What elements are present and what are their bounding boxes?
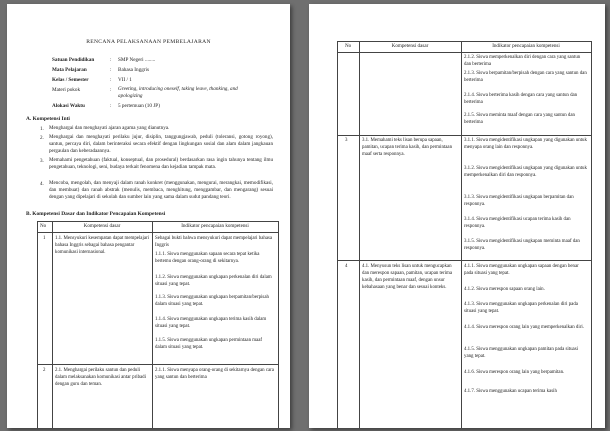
identity-value: VII / 1 [118,77,132,83]
identity-value: 5 pertemuan (10 JP) [118,103,160,109]
row-indicator: 3.1.3. Siswa mengidentifikasi ungkapan berpamitan dan responnya. [464,195,574,208]
row-indicator: 2.1.3. Siswa berpamitan/berpisah dengan cara yang santun dan berterima [464,71,587,84]
row-indicator: 1.1.2. Siswa menggunakan ungkapan perkenalan diri dalam situasi yang tepat. [155,275,272,288]
table-header-kd: Kompetensi dasar [83,223,121,229]
row-indicator: 1.1.5. Siswa menggunakan ungkapan permintaan maaf dalam situasi yang tepat. [155,338,263,351]
table-header-kd: Kompetensi dasar [391,43,429,49]
list-item: Mencoba, mengolah, dan menyaji dalam ranah konkret (menggunakan, mengurai, merangkai, memodifikasi, dan membuat) dan ranah abstrak (menulis, membaca, menghitung, menggambar, dan mengarang) sesuai dengan yang dipelajari di sekolah dan sumber lain yang sama dalam sudut pandang teori. [49,180,273,201]
row-indicator: 4.1.6. Siswa merespon orang lain yang berpamitan. [464,370,565,375]
row-indicator: 1.1.4. Siswa menggunakan ungkapan terima kasih dalam situasi yang tepat. [155,317,267,330]
row-indicator: 2.1.4. Siswa berterima kasih dengan cara yang santun dan berterima [464,93,578,106]
row-indicator: Sebagai bukti bahwa mensyukuri dapat mempelajari bahasa Inggris [155,236,273,249]
row-indicator: 4.1.5. Siswa menggunakan ungkapan pamitan pada situasi yang tepat. [464,347,578,360]
row-indicator: 4.1.1. Siswa menggunakan ungkapan sapaan dengan benar pada situasi yang tepat. [464,264,579,277]
identity-label: Alokasi Waktu [52,103,85,109]
row-indicator: 4.1.4. Siswa merespon orang lain yang memperkenalkan diri. [464,325,584,330]
list-item: Memahami pengetahuan (faktual, konseptual, dan prosedural) berdasarkan rasa ingin tahunya tentang ilmu pengetahuan, teknologi, seni, budaya terkait fenomena dan kejadian tampak mata. [49,157,273,171]
row-indicator: 4.1.3. Siswa menggunakan ungkapan perkenalan diri pada situasi yang tepat. [464,302,578,315]
identity-label: Materi pokok [52,87,81,93]
row-competency: 4.1. Menyusun teks lisan untuk mengucapkan dan merespon sapaan, pamitan, ucapan terima kasih, dan permintaan maaf, dengan unsur kebahasaan yang benar dan sesuai konteks. [362,264,453,291]
row-indicator: 1.1.3. Siswa menggunakan ungkapan berpamitan/berpisah dalam situasi yang tepat. [155,295,269,308]
row-competency: 1.1. Mensyukuri kesempatan dapat mempelajari bahasa Inggris sebagai bahasa pengantar komunikasi internasional. [55,236,149,256]
row-number: 1 [43,236,46,241]
identity-label: Kelas / Semester [52,77,89,83]
row-competency: 3.1. Memahami teks lisan berupa sapaan, pamitan, ucapan terima kasih, dan permintaan maaf serta responnya. [362,138,453,158]
row-indicator: 3.1.2. Siswa mengidentifikasi ungkapan yang digunakan untuk memperkenalkan diri dan responnya. [464,166,587,179]
identity-label: Satuan Pendidikan [52,57,95,63]
table-header-indicator: Indikator pencapaian kompetensi [181,223,249,229]
row-indicator: 4.1.2. Siswa merespon sapaan orang lain. [464,287,545,292]
table-header-no: No [345,43,352,49]
row-indicator: 3.1.5. Siswa mengidentifikasi ungkapan meminta maaf dan responnya. [464,239,580,252]
row-number: 4 [345,264,348,269]
row-competency: 2.1. Menghargai perilaku santun dan peduli dalam melaksanakan komunikasi antar pribadi dengan guru dan teman. [55,368,146,388]
row-indicator: 2.1.5. Siswa meminta maaf dengan cara yang santun dan berterima [464,113,575,126]
document-title: RENCANA PELAKSANAAN PEMBELAJARAN [86,39,211,45]
identity-label: Mata Pelajaran [52,67,87,73]
row-indicator: 4.1.7. Siswa menggunakan ucapan terima kasih [464,389,557,394]
identity-value: Greeting, introducing oneself, taking leave, thanking, and apologizing [118,86,238,100]
row-indicator: 1.1.1. Siswa menggunakan sapaan secara tepat ketika bertemu dengan orang-orang di sekitarnya. [155,252,260,265]
identity-value: SMP Negeri ........ [118,57,156,63]
row-number: 3 [345,138,348,143]
row-indicator: 2.1.1. Siswa menyapa orang-orang di sekitarnya dengan cara yang santun dan berterima [155,368,274,381]
section-heading-kompetensi-dasar: B. Kompetensi Dasar dan Indikator Pencapaian Kompetensi [26,211,166,217]
row-number: 2 [43,368,46,373]
row-indicator: 3.1.1. Siswa mengidentifikasi ungkapan yang digunakan untuk menyapa orang lain dan responnya. [464,138,587,151]
list-item: Menghargai dan menghayati ajaran agama yang dianutnya. [49,125,170,131]
section-heading-kompetensi-inti: A. Kompetensi Inti [26,116,70,122]
identity-value: Bahasa Inggris [118,67,149,73]
row-indicator: 2.1.2. Siswa memperkenalkan diri dengan cara yang santun dan berterima [464,55,581,68]
row-indicator: 3.1.4. Siswa mengidentifikasi ucapan terima kasih dan responnya. [464,217,571,230]
document-page-2 [309,4,605,428]
table-header-indicator: Indikator pencapaian kompetensi [492,43,560,49]
table-header-no: No [40,223,47,229]
document-page-1: RENCANA PELAKSANAAN PEMBELAJARAN Satuan Pendidikan : SMP Negeri ........ Mata Pelajaran : Bahasa Inggris Kelas / Semester : VII / 1 Materi pokok : Greeting, introducing oneself, taking leave, thanking, and apologizing Alokasi Waktu : 5 pertemuan (10 JP) A. Kompetensi Inti 1. Menghargai dan menghayati ajaran agama yang dianutnya. 2. Menghargai dan menghayati perilaku jujur, disiplin, tanggungjawab, peduli (toleransi, gotong royong), santun, percaya diri, dalam berinteraksi secara efektif dengan lingkungan sosial dan alam dalam jangkauan pergaulan dan keberadaannya. 3. Memahami pengetahuan (faktual, konseptual, dan prosedural) berdasarkan rasa ingin tahunya tentang ilmu pengetahuan, teknologi, seni, budaya terkait fenomena dan kejadian tampak mata. 4. Mencoba, mengolah, dan menyaji dalam ranah konkret (menggunakan, mengurai, merangkai, memodifikasi, dan membuat) dan ranah abstrak (menulis, membaca, menghitung, menggambar, dan mengarang) sesuai dengan yang dipelajari di sekolah dan sumber lain yang sama dalam sudut pandang teori. B. Kompetensi Dasar dan Indikator Pencapaian Kompetensi No Kompetensi dasar Indikator pencapaian kompetensi 1 1.1. Mensyukuri kesempatan dapat mempelajari bahasa Inggris sebagai bahasa pengantar komunikasi internasional. Sebagai bukti bahwa mensyukuri dapat mempelajari bahasa Inggris 1.1.1. Siswa menggunakan sapaan secara tepat ketika bertemu dengan orang-orang di sekitarnya. 1.1.2. Siswa menggunakan ungkapan perkenalan diri dalam situasi yang tepat. 1.1.3. Siswa menggunakan ungkapan berpamitan/berpisah dalam situasi yang tepat. 1.1.4. Siswa menggunakan ungkapan terima kasih dalam situasi yang tepat. 1.1.5. Siswa menggunakan ungkapan permintaan maaf dalam situasi yang tepat. 2 2.1. Menghargai perilaku santun dan peduli dalam melaksanakan komunikasi antar pribadi dengan guru dan teman. 2.1.1. Siswa menyapa orang-orang di sekitarnya dengan cara yang santun dan berterima [7,4,290,428]
list-item: Menghargai dan menghayati perilaku jujur, disiplin, tanggungjawab, peduli (toleransi, gotong royong), santun, percaya diri, dalam berinteraksi secara efektif dengan lingkungan sosial dan alam dalam jangkauan pergaulan dan keberadaannya. [49,134,273,155]
